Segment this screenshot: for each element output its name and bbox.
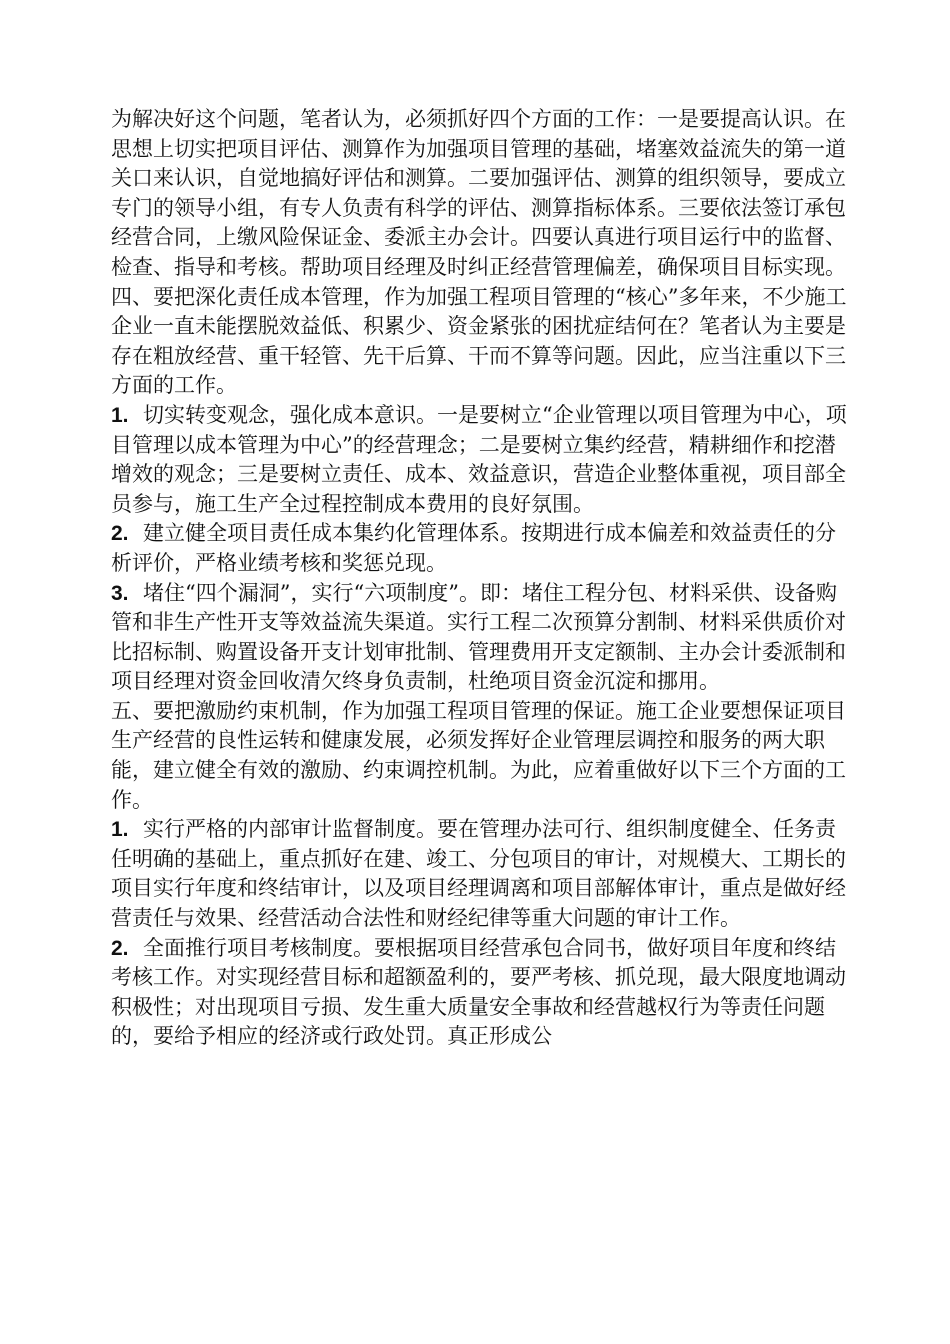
paragraph-text: 全面推行项目考核制度。要根据项目经营承包合同书，做好项目年度和终结考核工作。对实现经营目标和超额盈利的，要严考核、抓兑现，最大限度地调动积极性；对出现项目亏损、发生重大质量安全事故和经营越权行为等责任问题的，要给予相应的经济或行政处罚。真正形成公 — [111, 935, 846, 1049]
list-item-4-3 — [111, 579, 856, 697]
list-item-4-1 — [111, 401, 856, 519]
list-number: 2. — [111, 522, 129, 546]
list-item-4-2 — [111, 519, 856, 578]
paragraph-text: 五、要把激励约束机制，作为加强工程项目管理的保证。施工企业要想保证项目生产经营的良性运转和健康发展，必须发挥好企业管理层调控和服务的两大职能，建立健全有效的激励、约束调控机制。为此，应着重做好以下三个方面的工作。 — [111, 698, 846, 812]
document-body — [111, 105, 856, 1052]
paragraph-text: 为解决好这个问题，笔者认为，必须抓好四个方面的工作：一是要提高认识。在思想上切实把项目评估、测算作为加强项目管理的基础，堵塞效益流失的第一道关口来认识，自觉地搞好评估和测算。二要加强评估、测算的组织领导，要成立专门的领导小组，有专人负责有科学的评估、测算指标体系。三要依法签订承包经营合同，上缴风险保证金、委派主办会计。四要认真进行项目运行中的监督、检查、指导和考核。帮助项目经理及时纠正经营管理偏差，确保项目目标实现。 — [111, 107, 846, 279]
paragraph-1 — [111, 105, 856, 283]
list-number: 1. — [111, 403, 129, 427]
paragraph-text: 四、要把深化责任成本管理，作为加强工程项目管理的“核心”多年来，不少施工企业一直未能摆脱效益低、积累少、资金紧张的困扰症结何在？笔者认为主要是存在粗放经营、重干轻管、先干后算、干而不算等问题。因此，应当注重以下三方面的工作。 — [111, 284, 847, 398]
list-item-5-1 — [111, 815, 856, 933]
list-number: 2. — [111, 936, 129, 960]
list-number: 1. — [111, 818, 129, 842]
list-item-5-2 — [111, 934, 856, 1052]
list-number: 3. — [111, 581, 129, 605]
paragraph-text: 切实转变观念，强化成本意识。一是要树立“企业管理以项目管理为中心，项目管理以成本管理为中心”的经营理念；二是要树立集约经营，精耕细作和挖潜增效的观念；三是要树立责任、成本、效益意识，营造企业整体重视，项目部全员参与，施工生产全过程控制成本费用的良好氛围。 — [111, 402, 847, 516]
paragraph-text: 堵住“四个漏洞”，实行“六项制度”。即：堵住工程分包、材料采供、设备购管和非生产性开支等效益流失渠道。实行工程二次预算分割制、材料采供质价对比招标制、购置设备开支计划审批制、管理费用开支定额制、主办会计委派制和项目经理对资金回收清欠终身负责制，杜绝项目资金沉淀和挪用。 — [111, 580, 846, 694]
paragraph-section-4 — [111, 283, 856, 401]
paragraph-text: 实行严格的内部审计监督制度。要在管理办法可行、组织制度健全、任务责任明确的基础上，重点抓好在建、竣工、分包项目的审计，对规模大、工期长的项目实行年度和终结审计，以及项目经理调离和项目部解体审计，重点是做好经营责任与效果、经营活动合法性和财经纪律等重大问题的审计工作。 — [111, 817, 846, 931]
paragraph-text: 建立健全项目责任成本集约化管理体系。按期进行成本偏差和效益责任的分析评价，严格业绩考核和奖惩兑现。 — [111, 521, 836, 575]
paragraph-section-5 — [111, 697, 856, 815]
